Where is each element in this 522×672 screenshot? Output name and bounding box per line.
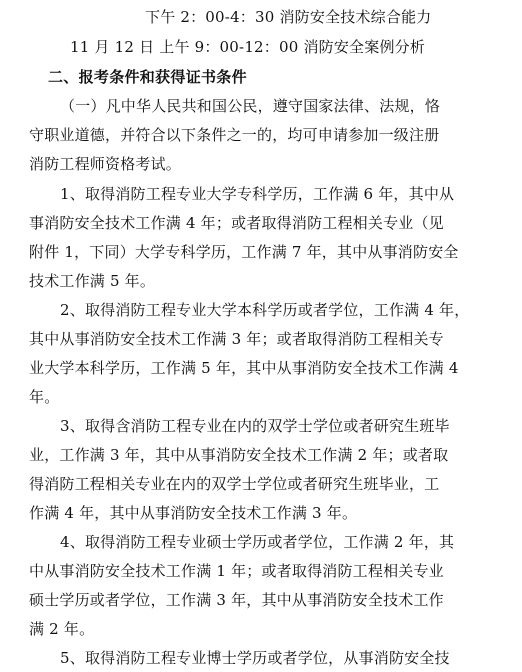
paragraph-line: 硕士学历或者学位，工作满 3 年，其中从事消防安全技术工作 — [29, 591, 444, 609]
paragraph-line: 业大学本科学历，工作满 5 年，其中从事消防安全技术工作满 4 — [29, 359, 459, 377]
paragraph-line: （一）凡中华人民共和国公民，遵守国家法律、法规，恪 — [60, 97, 441, 115]
section-heading: 二、报考条件和获得证书条件 — [48, 68, 247, 86]
paragraph-line: 技术工作满 5 年。 — [29, 272, 156, 290]
paragraph-line: 事消防安全技术工作满 4 年；或者取得消防工程相关专业（见 — [29, 214, 444, 232]
paragraph-line: 5、取得消防工程专业博士学历或者学位，从事消防安全技 — [60, 649, 450, 667]
paragraph-line: 2、取得消防工程专业大学本科学历或者学位，工作满 4 年， — [60, 301, 470, 319]
paragraph-line: 3、取得含消防工程专业在内的双学士学位或者研究生班毕 — [60, 417, 450, 435]
paragraph-line: 4、取得消防工程专业硕士学历或者学位，工作满 2 年，其 — [60, 533, 455, 551]
paragraph-line: 其中从事消防安全技术工作满 3 年；或者取得消防工程相关专 — [29, 330, 444, 348]
paragraph-line: 得消防工程相关专业在内的双学士学位或者研究生班毕业，工 — [29, 475, 440, 493]
paragraph-line: 1、取得消防工程专业大学专科学历，工作满 6 年，其中从 — [60, 185, 455, 203]
paragraph-line: 作满 4 年，其中从事消防安全技术工作满 3 年。 — [29, 504, 358, 522]
paragraph-line: 消防工程师资格考试。 — [29, 155, 182, 173]
schedule-line-afternoon: 下午 2：00-4：30 消防安全技术综合能力 — [145, 8, 432, 26]
paragraph-line: 年。 — [29, 388, 60, 406]
paragraph-line: 附件 1，下同）大学专科学历，工作满 7 年，其中从事消防安全 — [29, 243, 459, 261]
paragraph-line: 满 2 年。 — [29, 620, 95, 638]
paragraph-line: 守职业道德，并符合以下条件之一的，均可申请参加一级注册 — [29, 126, 440, 144]
schedule-line-nov-12: 11 月 12 日 上午 9：00-12：00 消防安全案例分析 — [70, 38, 426, 56]
paragraph-line: 中从事消防安全技术工作满 1 年；或者取得消防工程相关专业 — [29, 562, 444, 580]
paragraph-line: 业，工作满 3 年，其中从事消防安全技术工作满 2 年；或者取 — [29, 446, 449, 464]
